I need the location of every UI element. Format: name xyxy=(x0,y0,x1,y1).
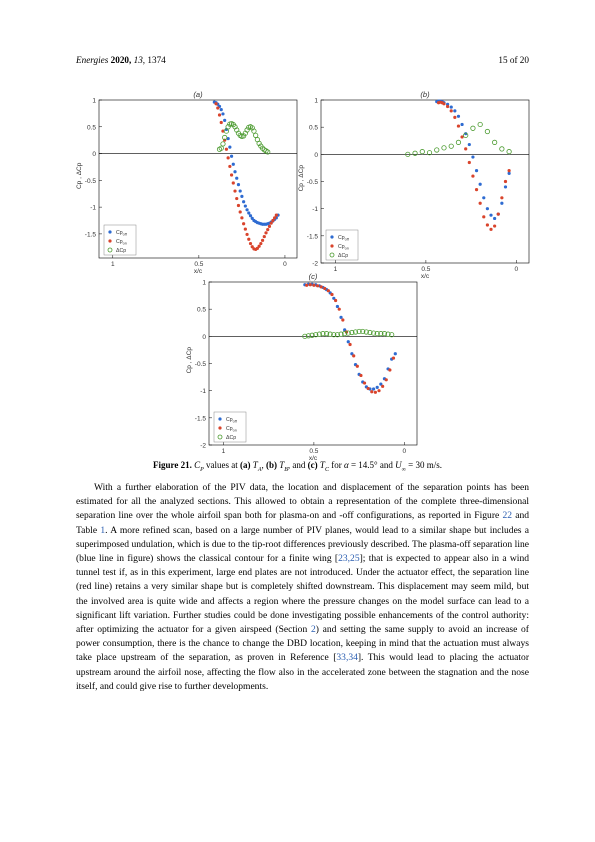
data-point xyxy=(232,163,235,166)
data-point xyxy=(247,238,250,241)
legend-sub: off xyxy=(344,237,349,242)
data-point xyxy=(471,174,474,177)
figure-label: Figure 21. xyxy=(153,460,192,470)
data-point xyxy=(263,235,266,238)
y-axis-label: Cp , ΔCp xyxy=(76,162,83,190)
data-point xyxy=(244,227,247,230)
y-tick-label: -1 xyxy=(90,204,96,212)
data-point xyxy=(453,109,456,112)
y-tick-label: 0.5 xyxy=(308,124,318,132)
x-tick-label: 0.5 xyxy=(421,266,431,273)
data-point xyxy=(356,365,359,368)
y-tick-label: -1.5 xyxy=(194,415,206,423)
data-point xyxy=(240,195,243,198)
legend-marker xyxy=(108,230,111,233)
data-point xyxy=(492,140,496,144)
data-point xyxy=(482,196,485,199)
chart-panel-c xyxy=(184,270,424,462)
legend xyxy=(104,225,136,255)
x-axis-label: x/c xyxy=(193,268,203,275)
legend xyxy=(326,230,358,260)
data-point xyxy=(381,385,384,388)
data-point xyxy=(225,148,228,151)
x-axis-label: x/c xyxy=(420,273,430,280)
legend-sub: on xyxy=(122,241,127,246)
y-tick-label: -1 xyxy=(312,206,318,214)
data-point xyxy=(347,340,350,343)
data-point xyxy=(233,189,236,192)
x-axis-label: x/c xyxy=(308,455,318,462)
data-point xyxy=(392,356,395,359)
body-text-2: and Table xyxy=(76,510,530,536)
data-point xyxy=(221,112,224,115)
y-tick-label: -0.5 xyxy=(306,179,318,186)
data-point xyxy=(464,147,467,150)
data-point xyxy=(479,183,482,186)
data-point xyxy=(489,228,492,231)
data-point xyxy=(413,151,417,155)
data-point xyxy=(482,215,485,218)
data-point xyxy=(471,126,475,130)
data-point xyxy=(485,129,489,133)
data-point xyxy=(268,225,271,228)
data-point xyxy=(230,173,233,176)
data-point xyxy=(385,378,388,381)
y-tick-label: 0 xyxy=(92,151,96,159)
data-point xyxy=(242,200,245,203)
data-point xyxy=(504,185,507,188)
data-point xyxy=(435,148,439,152)
data-point xyxy=(341,318,344,321)
y-tick-label: 1 xyxy=(92,97,96,105)
page-number: 15 of 20 xyxy=(498,55,529,65)
data-point xyxy=(479,202,482,205)
data-point xyxy=(339,316,342,319)
data-point xyxy=(312,284,315,287)
data-point xyxy=(240,216,243,219)
legend-marker xyxy=(218,426,221,429)
legend-label: ΔCp xyxy=(226,435,237,441)
data-point xyxy=(508,169,511,172)
journal-year: 2020, xyxy=(110,55,132,65)
data-point xyxy=(316,284,319,287)
y-tick-label: -0.5 xyxy=(194,361,206,368)
y-tick-label: -2 xyxy=(200,442,206,450)
y-tick-label: 1 xyxy=(202,279,206,287)
data-point xyxy=(504,180,507,183)
data-point xyxy=(266,228,269,231)
legend-label: $Cp_{off}$ xyxy=(226,417,237,424)
legend-label: $Cp_{on}$ xyxy=(226,426,237,433)
legend-label: $Cp_{on}$ xyxy=(116,239,127,246)
data-point xyxy=(486,207,489,210)
section-2-link[interactable]: 2 xyxy=(310,624,316,636)
data-point xyxy=(348,343,351,346)
data-point xyxy=(244,204,247,207)
data-point xyxy=(245,233,248,236)
data-point xyxy=(493,224,496,227)
data-point xyxy=(468,161,471,164)
legend-sub: on xyxy=(232,428,237,433)
legend-sub: on xyxy=(344,246,349,251)
data-point xyxy=(376,386,379,389)
series-cpoff xyxy=(435,99,511,220)
data-point xyxy=(221,142,225,146)
table-1-link[interactable]: 1 xyxy=(100,524,106,536)
data-point xyxy=(468,143,471,146)
body-text-6: ]. This would lead to placing the actuator upstream around the airfoil nose, affecting the flow also in the accelerated zone between the stagnation and the nose itself, and could give rise to further developments. xyxy=(76,652,529,692)
x-tick-label: 0 xyxy=(283,261,287,268)
data-point xyxy=(449,144,453,148)
legend-sub: off xyxy=(122,232,127,237)
panel-label: (c) xyxy=(308,272,318,281)
data-point xyxy=(507,149,511,153)
data-point xyxy=(471,155,474,158)
data-point xyxy=(475,169,478,172)
data-point xyxy=(330,293,333,296)
panel-label: (b) xyxy=(420,90,430,99)
legend-sub: off xyxy=(232,419,237,424)
x-tick-label: 1 xyxy=(221,448,226,455)
journal-volume: 13, xyxy=(133,55,146,65)
y-axis-label: Cp , ΔCp xyxy=(186,347,193,374)
data-point xyxy=(214,102,217,105)
data-point xyxy=(478,122,482,126)
data-point xyxy=(442,146,446,150)
data-point xyxy=(220,108,223,111)
body-paragraph xyxy=(76,481,529,694)
data-point xyxy=(249,214,252,217)
x-tick-label: 1 xyxy=(333,266,338,273)
chart-panel-a xyxy=(64,88,304,275)
y-tick-label: -0.5 xyxy=(84,177,96,185)
data-point xyxy=(216,106,219,109)
x-tick-label: 0.5 xyxy=(194,261,204,268)
series-cpon xyxy=(437,101,511,231)
body-text-5: ) and setting the same supply to avoid an increase of power consumption, there is the chance to change the DBD location, keeping in mind that the actuation must always take place upstream of the separation, as proven in Reference [ xyxy=(76,624,529,664)
data-point xyxy=(253,133,257,137)
data-point xyxy=(245,208,248,211)
data-point xyxy=(270,222,273,225)
y-tick-label: -2 xyxy=(312,260,318,268)
legend-marker xyxy=(108,239,111,242)
data-point xyxy=(453,116,456,119)
data-point xyxy=(450,105,453,108)
figure-caption-text: $C_P$ values at (a) $T_A$, (b) $T_B$, and (c) $T_C$ for α = 14.5° and $U_\infty = 30$ m/s. xyxy=(194,460,442,473)
data-point xyxy=(232,181,235,184)
article-number: 1374 xyxy=(147,55,166,65)
chart-panel-b xyxy=(296,88,536,280)
legend-marker xyxy=(330,244,333,247)
data-point xyxy=(228,146,231,149)
y-tick-label: 0 xyxy=(314,151,318,159)
data-point xyxy=(230,155,233,158)
data-point xyxy=(233,170,236,173)
data-point xyxy=(493,217,496,220)
journal-name: Energies xyxy=(76,55,109,65)
data-point xyxy=(258,245,261,248)
data-point xyxy=(305,284,308,287)
data-point xyxy=(264,231,267,234)
data-point xyxy=(220,121,223,124)
figure-caption xyxy=(0,460,595,473)
y-tick-label: 0 xyxy=(202,333,206,341)
series-cpon xyxy=(214,102,277,251)
reference-23-25-link[interactable]: 23,25 xyxy=(338,553,360,565)
data-point xyxy=(500,202,503,205)
data-point xyxy=(309,283,312,286)
data-point xyxy=(247,211,250,214)
running-header-citation xyxy=(76,55,166,65)
data-point xyxy=(394,352,397,355)
data-point xyxy=(377,389,380,392)
y-axis-label: Cp , ΔCp xyxy=(298,165,305,192)
y-tick-label: 0.5 xyxy=(86,124,96,132)
data-point xyxy=(446,105,449,108)
data-point xyxy=(271,219,274,222)
data-point xyxy=(239,189,242,192)
data-point xyxy=(327,289,330,292)
body-text-4: ]; that is expected to appear also in a wind tunnel test if, as in this experiment, large end plates are not introduced. Under the actuator effect, the separation line (red line) retains a very similar shape but is completely shifted downstream. This displacement may seem mild, but the involved area is quite wide and affects a region where the pressure changes on the model surface can lead to a significant lift variation. Further studies could be done investigating possible enhancements of the control authority: after optimizing the actuator for a given airspeed (Section xyxy=(76,553,529,636)
data-point xyxy=(460,123,463,126)
y-tick-label: 0.5 xyxy=(196,306,206,314)
legend-label: $Cp_{off}$ xyxy=(116,230,127,237)
body-text-3: . A more refined scan, based on a large number of PIV planes, would lead to a similar shape but includes a superimposed undulation, which is due to the tip-root differences previously described. The plasma-off separation line (blue line in figure) shows the classical contour for a finite wing [ xyxy=(76,524,530,565)
data-point xyxy=(334,299,337,302)
data-point xyxy=(489,214,492,217)
data-point xyxy=(475,188,478,191)
data-point xyxy=(242,222,245,225)
data-point xyxy=(374,391,377,394)
series-cpon xyxy=(305,283,395,394)
y-tick-label: -1.5 xyxy=(84,231,96,239)
data-point xyxy=(237,183,240,186)
data-point xyxy=(275,214,278,217)
x-tick-label: 0.5 xyxy=(309,448,319,455)
x-tick-label: 0 xyxy=(514,266,519,273)
data-point xyxy=(500,147,504,151)
data-point xyxy=(338,308,341,311)
legend-label: ΔCp xyxy=(116,248,127,254)
y-tick-label: 1 xyxy=(314,97,318,105)
data-point xyxy=(218,113,221,116)
data-point xyxy=(239,210,242,213)
data-point xyxy=(320,285,323,288)
data-point xyxy=(457,115,460,118)
data-point xyxy=(228,165,231,168)
data-point xyxy=(323,287,326,290)
data-point xyxy=(486,223,489,226)
legend-marker xyxy=(330,235,333,238)
legend-label: $Cp_{off}$ xyxy=(338,235,349,242)
legend-label: $Cp_{on}$ xyxy=(338,244,349,251)
y-tick-label: -1 xyxy=(200,388,206,396)
data-point xyxy=(261,239,264,242)
data-point xyxy=(442,102,445,105)
data-point xyxy=(500,196,503,199)
y-tick-label: -1.5 xyxy=(306,233,318,241)
series-cp xyxy=(303,329,394,338)
data-point xyxy=(420,149,424,153)
series-cpoff xyxy=(213,101,280,226)
body-text-1: With a further elaboration of the PIV data, the location and displacement of the separation points has been estimated for all the analyzed sections. This allowed to obtain a representation of the complete three-dimensional separation line over the whole airfoil span both for plasma-on and -off configurations, as reported in Figure xyxy=(76,482,529,522)
data-point xyxy=(336,305,339,308)
data-point xyxy=(367,387,370,390)
legend-label: ΔCp xyxy=(338,253,349,259)
data-point xyxy=(497,213,500,216)
panel-label: (a) xyxy=(193,90,203,99)
data-point xyxy=(273,216,276,219)
x-tick-label: 1 xyxy=(110,261,115,268)
legend-marker xyxy=(218,417,221,420)
legend xyxy=(214,412,246,442)
data-point xyxy=(456,140,460,144)
data-point xyxy=(450,109,453,112)
x-tick-label: 0 xyxy=(402,448,407,455)
data-point xyxy=(352,354,355,357)
data-point xyxy=(359,374,362,377)
data-point xyxy=(223,119,226,122)
data-point xyxy=(457,124,460,127)
data-point xyxy=(237,204,240,207)
data-point xyxy=(363,381,366,384)
figure-22-link[interactable]: 22 xyxy=(502,510,512,522)
data-point xyxy=(259,242,262,245)
data-point xyxy=(227,156,230,159)
data-point xyxy=(370,390,373,393)
reference-33-34-link[interactable]: 33,34 xyxy=(336,652,358,664)
data-point xyxy=(388,368,391,371)
data-point xyxy=(235,197,238,200)
data-point xyxy=(372,387,375,390)
data-point xyxy=(249,242,252,245)
data-point xyxy=(235,177,238,180)
